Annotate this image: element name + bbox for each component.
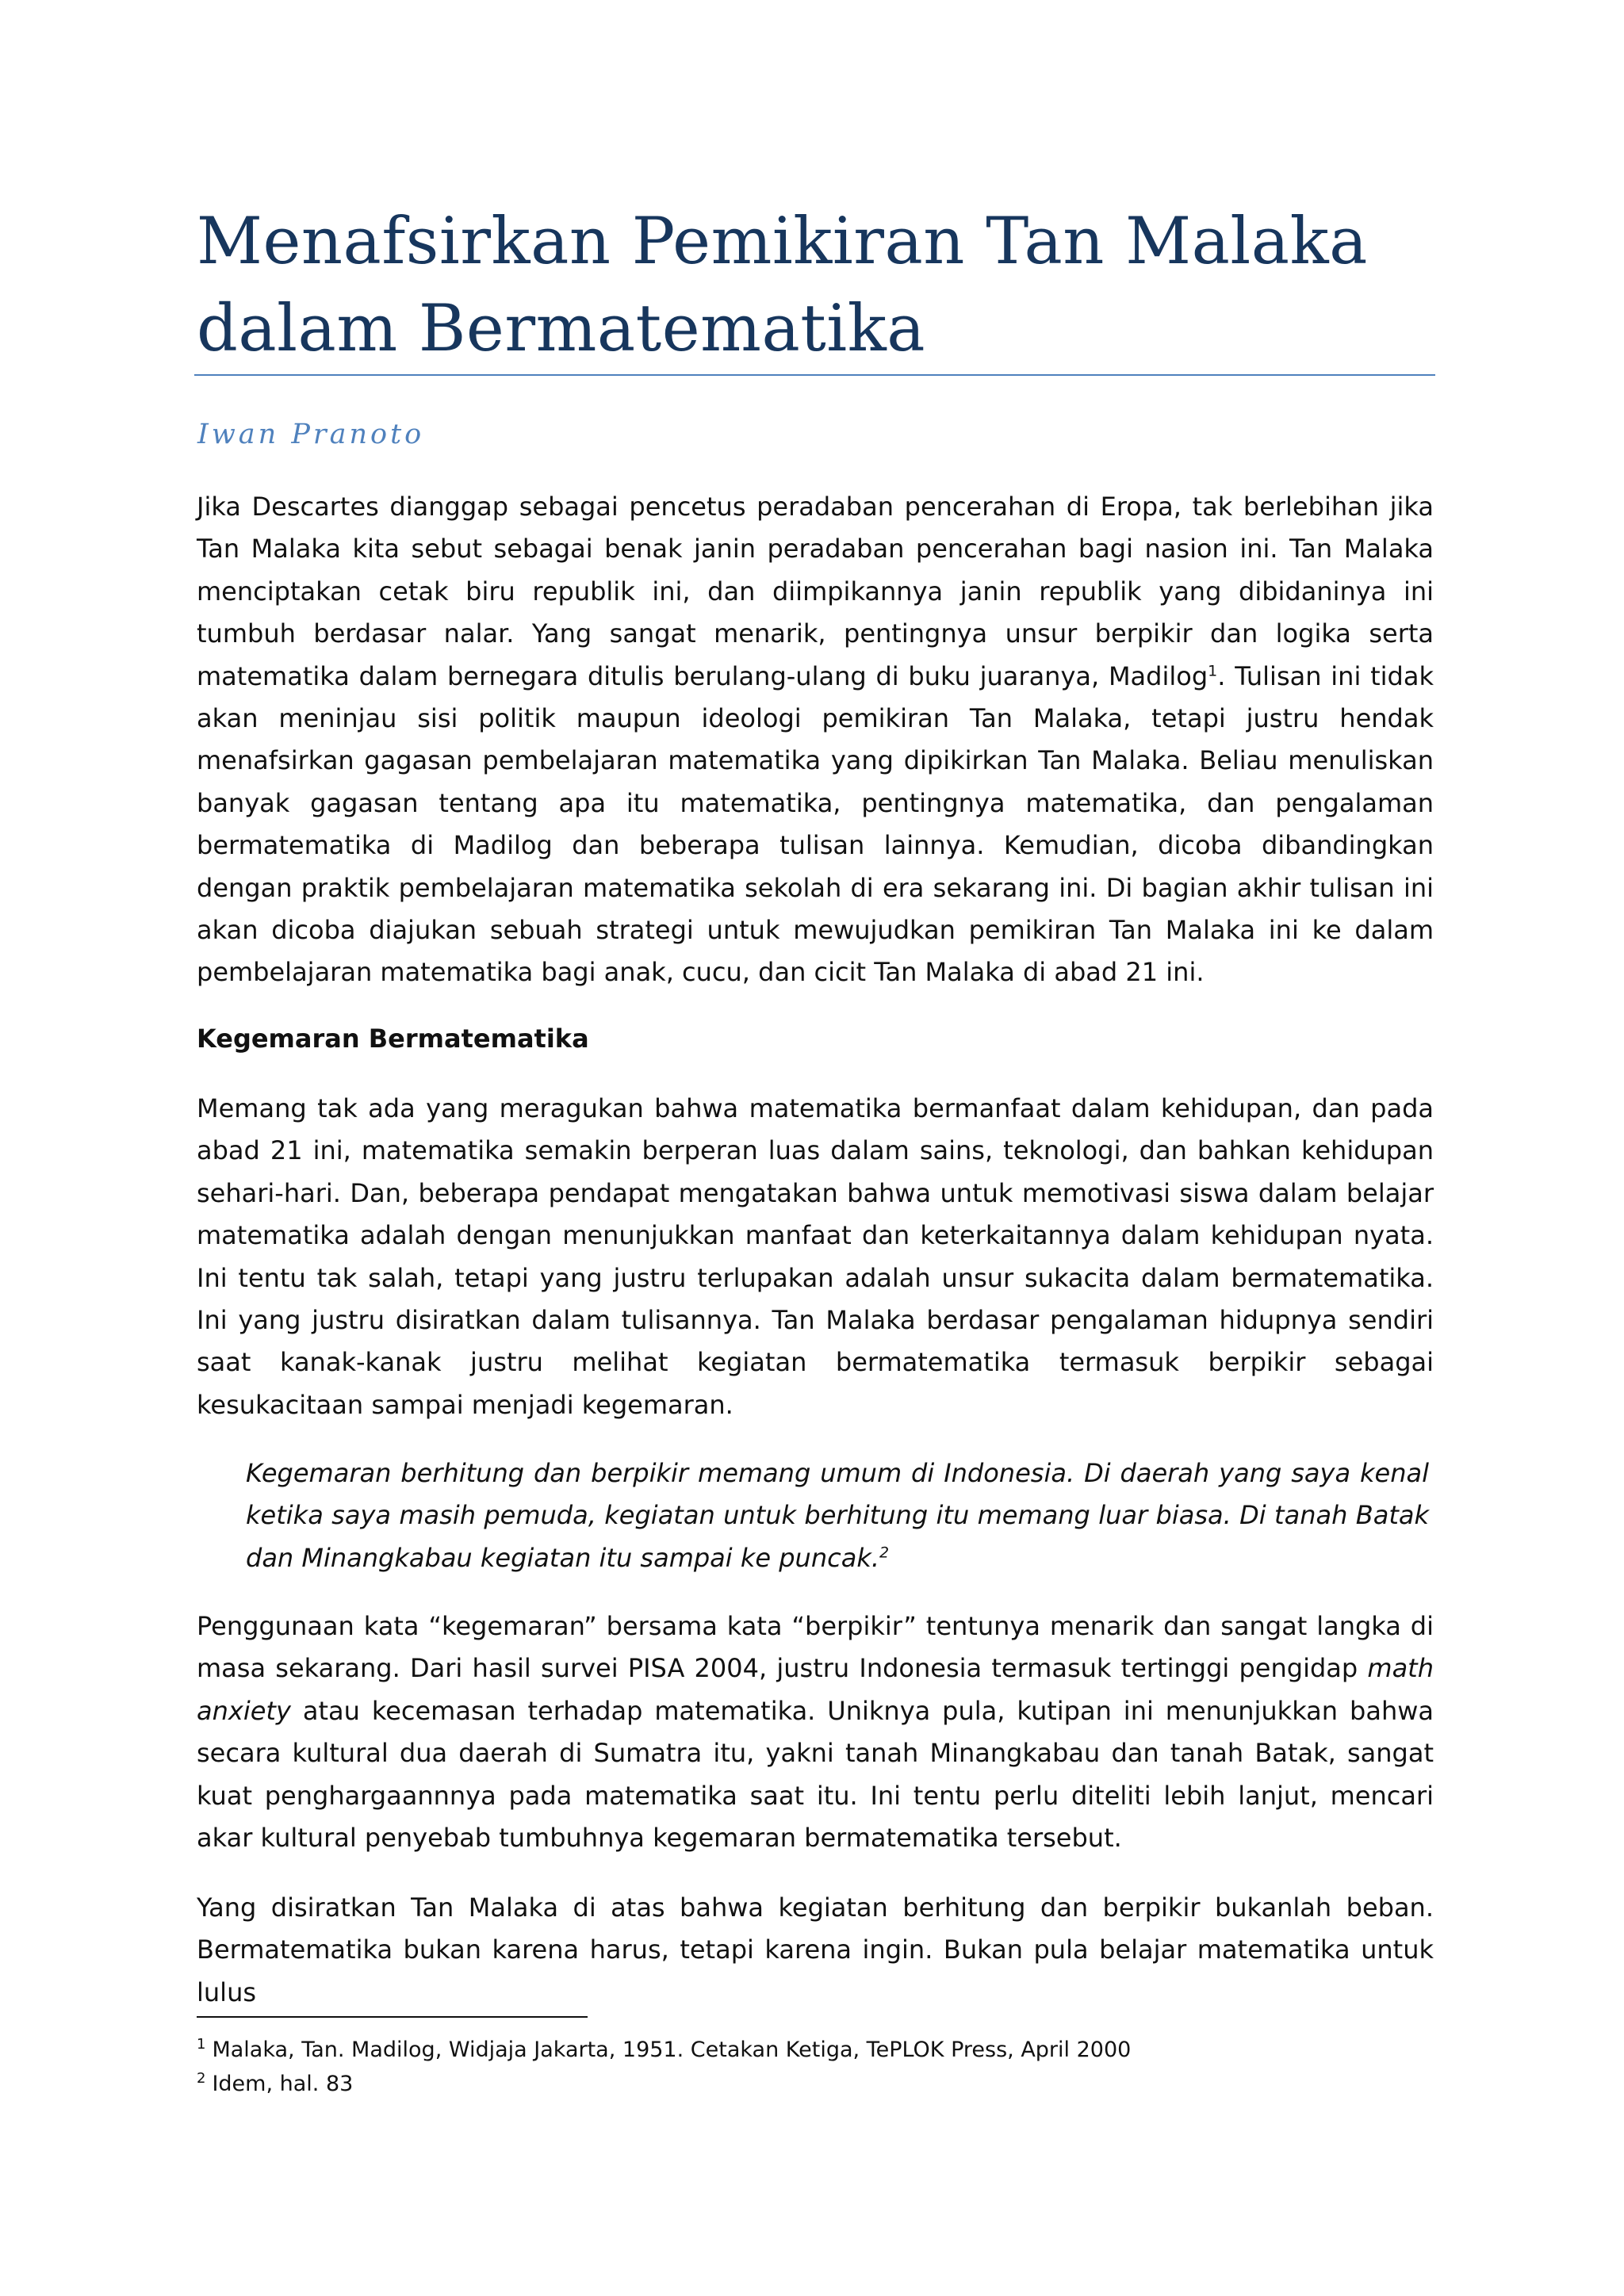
intro-text-2: . Tulisan ini tidak akan meninjau sisi politik maupun ideologi pemikiran Tan Malaka, tetapi justru hendak menafsirkan gagasan pembelajaran matematika yang dipikirkan Tan Malaka. Beliau menuliskan banyak gagasan tentang apa itu matematika, pentingnya matematika, dan pengalaman bermatematika di Madilog dan beberapa tulisan lainnya. Kemudian, dicoba dibandingkan dengan praktik pembelajaran matematika sekolah di era sekarang ini. Di bagian akhir tulisan ini akan dicoba diajukan sebuah strategi untuk mewujudkan pemikiran Tan Malaka ini ke dalam pembelajaran matematika bagi anak, cucu, dan cicit Tan Malaka di abad 21 ini. bbox=[197, 660, 1434, 988]
section-heading: Kegemaran Bermatematika bbox=[197, 1024, 589, 1054]
title-line-1: Menafsirkan Pemikiran Tan Malaka bbox=[197, 205, 1368, 279]
title-line-2: dalam Bermatematika bbox=[197, 292, 926, 366]
footnote-1 bbox=[197, 2034, 1131, 2066]
footnote-text: Malaka, Tan. Madilog, Widjaja Jakarta, 1951. Cetakan Ketiga, TePLOK Press, April 2000 bbox=[212, 2038, 1132, 2062]
footnote-mark: 2 bbox=[197, 2070, 206, 2087]
footnote-separator bbox=[197, 2016, 588, 2018]
body-paragraph-2: Memang tak ada yang meragukan bahwa matematika bermanfaat dalam kehidupan, dan pada abad 21 ini, matematika semakin berperan luas dalam sains, teknologi, dan bahkan kehidupan sehari-hari. Dan, beberapa pendapat mengatakan bahwa untuk memotivasi siswa dalam belajar matematika adalah dengan menunjukkan manfaat dan keterkaitannya dalam kehidupan nyata. Ini tentu tak salah, tetapi yang justru terlupakan adalah unsur sukacita dalam bermatematika. Ini yang justru disiratkan dalam tulisannya. Tan Malaka berdasar pengalaman hidupnya sendiri saat kanak-kanak justru melihat kegiatan bermatematika termasuk berpikir sebagai kesukacitaan sampai menjadi kegemaran. bbox=[197, 1093, 1434, 1420]
title-divider bbox=[194, 374, 1435, 376]
intro-paragraph bbox=[197, 486, 1434, 994]
footnote-ref-2[interactable]: 2 bbox=[879, 1544, 890, 1562]
block-quote bbox=[246, 1452, 1429, 1579]
intro-text-1: Jika Descartes dianggap sebagai pencetus peradaban pencerahan di Eropa, tak berlebihan jika Tan Malaka kita sebut sebagai benak janin peradaban pencerahan bagi nasion ini. Tan Malaka menciptakan cetak biru republik ini, dan diimpikannya janin republik yang dibidaninya ini tumbuh berdasar nalar. Yang sangat menarik, pentingnya unsur berpikir dan logika serta matematika dalam bernegara ditulis berulang-ulang di buku juaranya, Madilog bbox=[197, 492, 1434, 691]
footnote-mark: 1 bbox=[197, 2036, 206, 2053]
footnote-2 bbox=[197, 2068, 353, 2100]
p3-text-2: atau kecemasan terhadap matematika. Uniknya pula, kutipan ini menunjukkan bahwa secara kultural dua daerah di Sumatra itu, yakni tanah Minangkabau dan tanah Batak, sangat kuat penghargaannnya pada matematika saat itu. Ini tentu perlu diteliti lebih lanjut, mencari akar kultural penyebab tumbuhnya kegemaran bermatematika tersebut. bbox=[197, 1695, 1434, 1854]
author-name: Iwan Pranoto bbox=[197, 419, 425, 450]
body-paragraph-4: Yang disiratkan Tan Malaka di atas bahwa kegiatan berhitung dan berpikir bukanlah beban. Bermatematika bukan karena harus, tetapi karena ingin. Bukan pula belajar matematika untuk lulus bbox=[197, 1892, 1434, 2007]
footnote-text: Idem, hal. 83 bbox=[212, 2072, 354, 2096]
quote-text: Kegemaran berhitung dan berpikir memang umum di Indonesia. Di daerah yang saya kenal ketika saya masih pemuda, kegiatan untuk berhitung itu memang luar biasa. Di tanah Batak dan Minangkabau kegiatan itu sampai ke puncak. bbox=[246, 1458, 1429, 1573]
body-paragraph-3 bbox=[197, 1605, 1434, 1859]
footnote-ref-1[interactable]: 1 bbox=[1208, 661, 1218, 679]
p3-emphasis: math anxiety bbox=[197, 1653, 1434, 1726]
p3-text-1: Penggunaan kata “kegemaran” bersama kata “berpikir” tentunya menarik dan sangat langka di masa sekarang. Dari hasil survei PISA 2004, justru Indonesia termasuk tertinggi pengidap bbox=[197, 1611, 1434, 1684]
document-title bbox=[197, 198, 1434, 373]
